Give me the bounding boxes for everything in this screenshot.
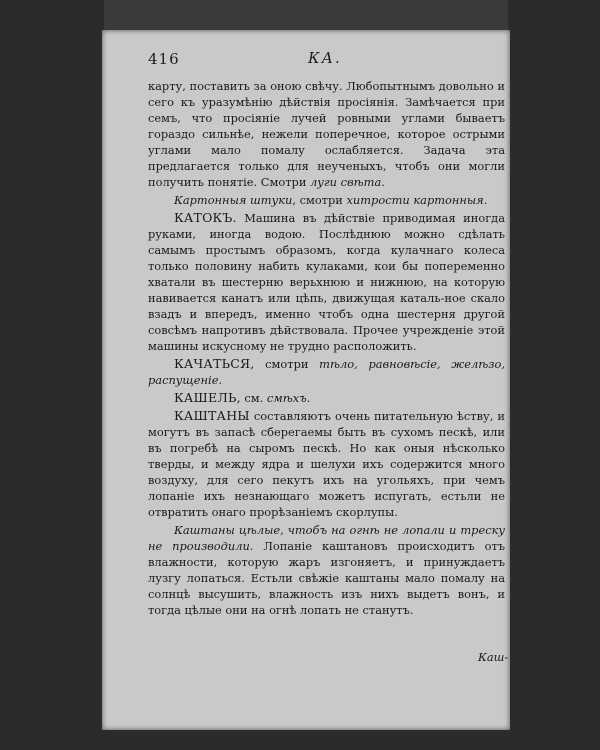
body-text: Лопаніе каштановъ происходитъ отъ влажности, которую жаръ изгоняетъ, и принуждаетъ лузгу лопаться. Естьли свѣжіе каштаны мало помалу на солнцѣ высушить, влажность изъ нихъ выдетъ вонъ, и тогда цѣлые они на огнѣ лопать не станутъ. [148, 539, 505, 617]
entry-headword: КАШЕЛЬ, [174, 390, 241, 405]
body-text: смотри [254, 357, 320, 371]
paragraph [148, 390, 505, 406]
paragraph [148, 210, 505, 354]
italic-text: хитрости картонныя. [346, 193, 488, 207]
entry-headword: КАТОКЪ. [174, 210, 237, 225]
body-text: составляютъ очень питательную ѣству, и могутъ въ запасѣ сберегаемы быть въ сухомъ пескѣ, или въ погребѣ на сыромъ пескѣ. Но как оныя нѣсколько тверды, и между ядра и шелухи ихъ содержится много воздуху, для сего пекутъ ихъ на угольяхъ, при чемъ лопаніе ихъ незнающаго можетъ испугать, естьли не отвратить онаго прорѣзаніемъ скорлупы. [148, 409, 505, 519]
italic-text: Каштаны цѣлые, чтобъ на огнѣ не лопали и треску не производили. [148, 523, 505, 553]
italic-text: смѣхъ. [266, 391, 311, 405]
body-text: , смотри [292, 193, 347, 207]
body-text: карту, поставить за оною свѣчу. Любопытнымъ довольно и сего къ уразумѣнію дѣйствія просіянія. Замѣчается при семъ, что просіяніе лучей ровными углами бываетъ гораздо сильнѣе, нежели поперечное, которое острыми углами мало помалу ослабляется. Задача эта предлагается только для неученыхъ, чтобъ они могли получить понятіе. Смотри [148, 79, 505, 189]
text-body [148, 78, 505, 618]
entry-headword: КАШТАНЫ [174, 408, 250, 423]
paragraph [148, 408, 505, 520]
italic-text: тѣло, равновѣсіе, желѣзо, распущеніе. [148, 357, 505, 387]
entry-headword: КАЧАТЬСЯ, [174, 356, 255, 371]
paragraph [148, 78, 505, 190]
catchword: Каш- [478, 650, 509, 664]
italic-text: луги свѣта. [310, 175, 385, 189]
body-text: см. [240, 391, 267, 405]
page-number: 416 [148, 50, 180, 68]
paragraph [148, 192, 505, 208]
page-top-shadow [104, 0, 508, 30]
paragraph [148, 522, 505, 618]
body-text: Машина въ дѣйствіе приводимая иногда руками, иногда водою. Послѣднюю можно сдѣлать самымъ простымъ образомъ, когда кулачнаго колеса только половину набить кулаками, кои бы попеременно хватали въ шестерню верьхнюю и нижнюю, на которую навивается канатъ или цѣпь, движущая каталь-ное скало взадъ и впередъ, именно чтобъ одна шестерня другой совсѣмъ напротивъ дѣйствовала. Прочее учрежденіе этой машины искусному не трудно расположить. [148, 211, 505, 353]
paragraph [148, 356, 505, 388]
italic-text: Картонныя штуки [174, 193, 293, 207]
page-header [148, 50, 510, 72]
running-head: КА. [308, 49, 342, 67]
